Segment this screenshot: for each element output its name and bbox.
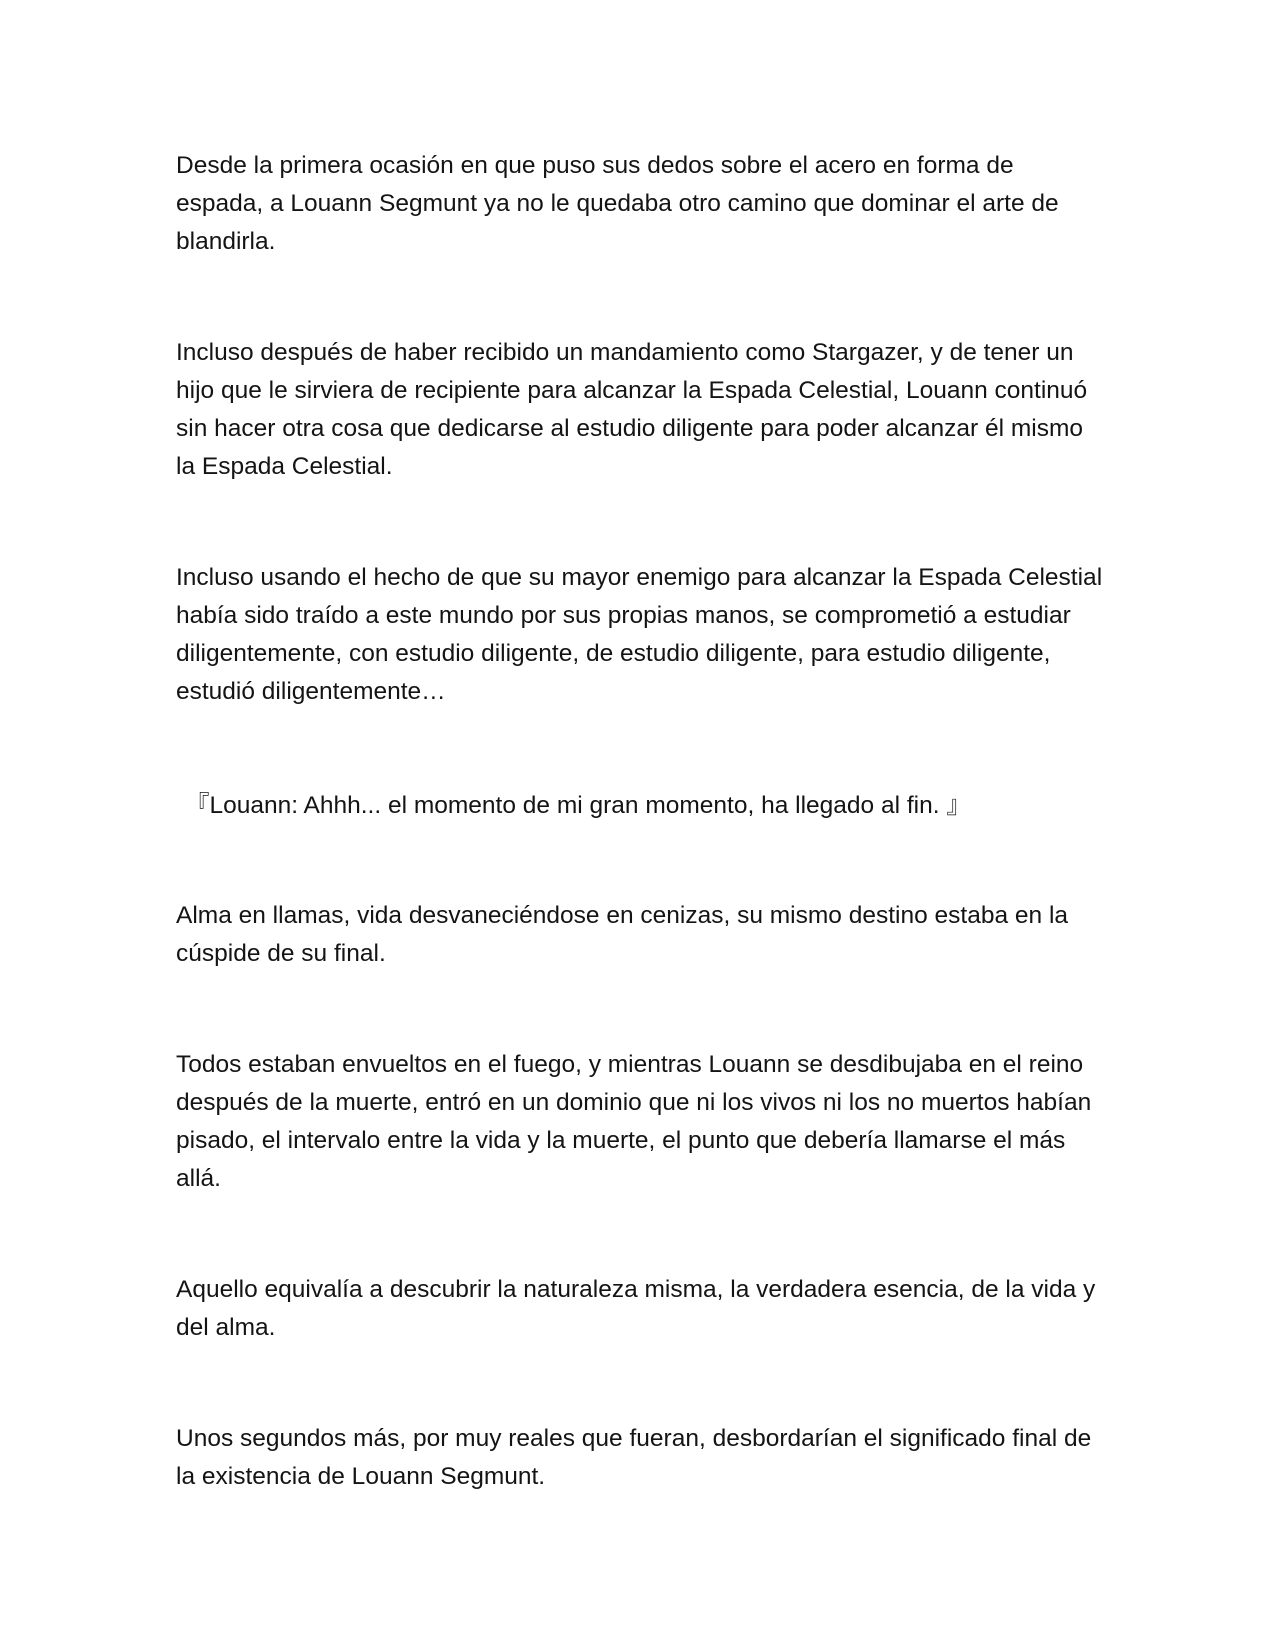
paragraph-2: Incluso después de haber recibido un mandamiento como Stargazer, y de tener un hijo que le sirviera de recipiente para alcanzar la Espada Celestial, Louann continuó sin hacer otra cosa que dedicarse al estudio diligente para poder alcanzar él mismo la Espada Celestial.: [176, 339, 1088, 480]
paragraph-8: Unos segundos más, por muy reales que fueran, desbordarían el significado final de la existencia de Louann Segmunt.: [176, 1425, 1092, 1490]
paragraph-3: Incluso usando el hecho de que su mayor enemigo para alcanzar la Espada Celestial había sido traído a este mundo por sus propias manos, se comprometió a estudiar diligentemente, con estudio diligente, de estudio diligente, para estudio diligente, estudió diligentemente…: [176, 564, 1103, 705]
dialogue-line: 『Louann: Ahhh... el momento de mi gran momento, ha llegado al fin. 』: [185, 792, 971, 819]
paragraph-1: Desde la primera ocasión en que puso sus dedos sobre el acero en forma de espada, a Louann Segmunt ya no le quedaba otro camino que dominar el arte de blandirla.: [176, 152, 1059, 255]
paragraph-7: Aquello equivalía a descubrir la naturaleza misma, la verdadera esencia, de la vida y del alma.: [176, 1276, 1096, 1341]
paragraph-5: Alma en llamas, vida desvaneciéndose en cenizas, su mismo destino estaba en la cúspide de su final.: [176, 902, 1069, 967]
paragraph-6: Todos estaban envueltos en el fuego, y mientras Louann se desdibujaba en el reino después de la muerte, entró en un dominio que ni los vivos ni los no muertos habían pisado, el intervalo entre la vida y la muerte, el punto que debería llamarse el más allá.: [176, 1051, 1092, 1192]
